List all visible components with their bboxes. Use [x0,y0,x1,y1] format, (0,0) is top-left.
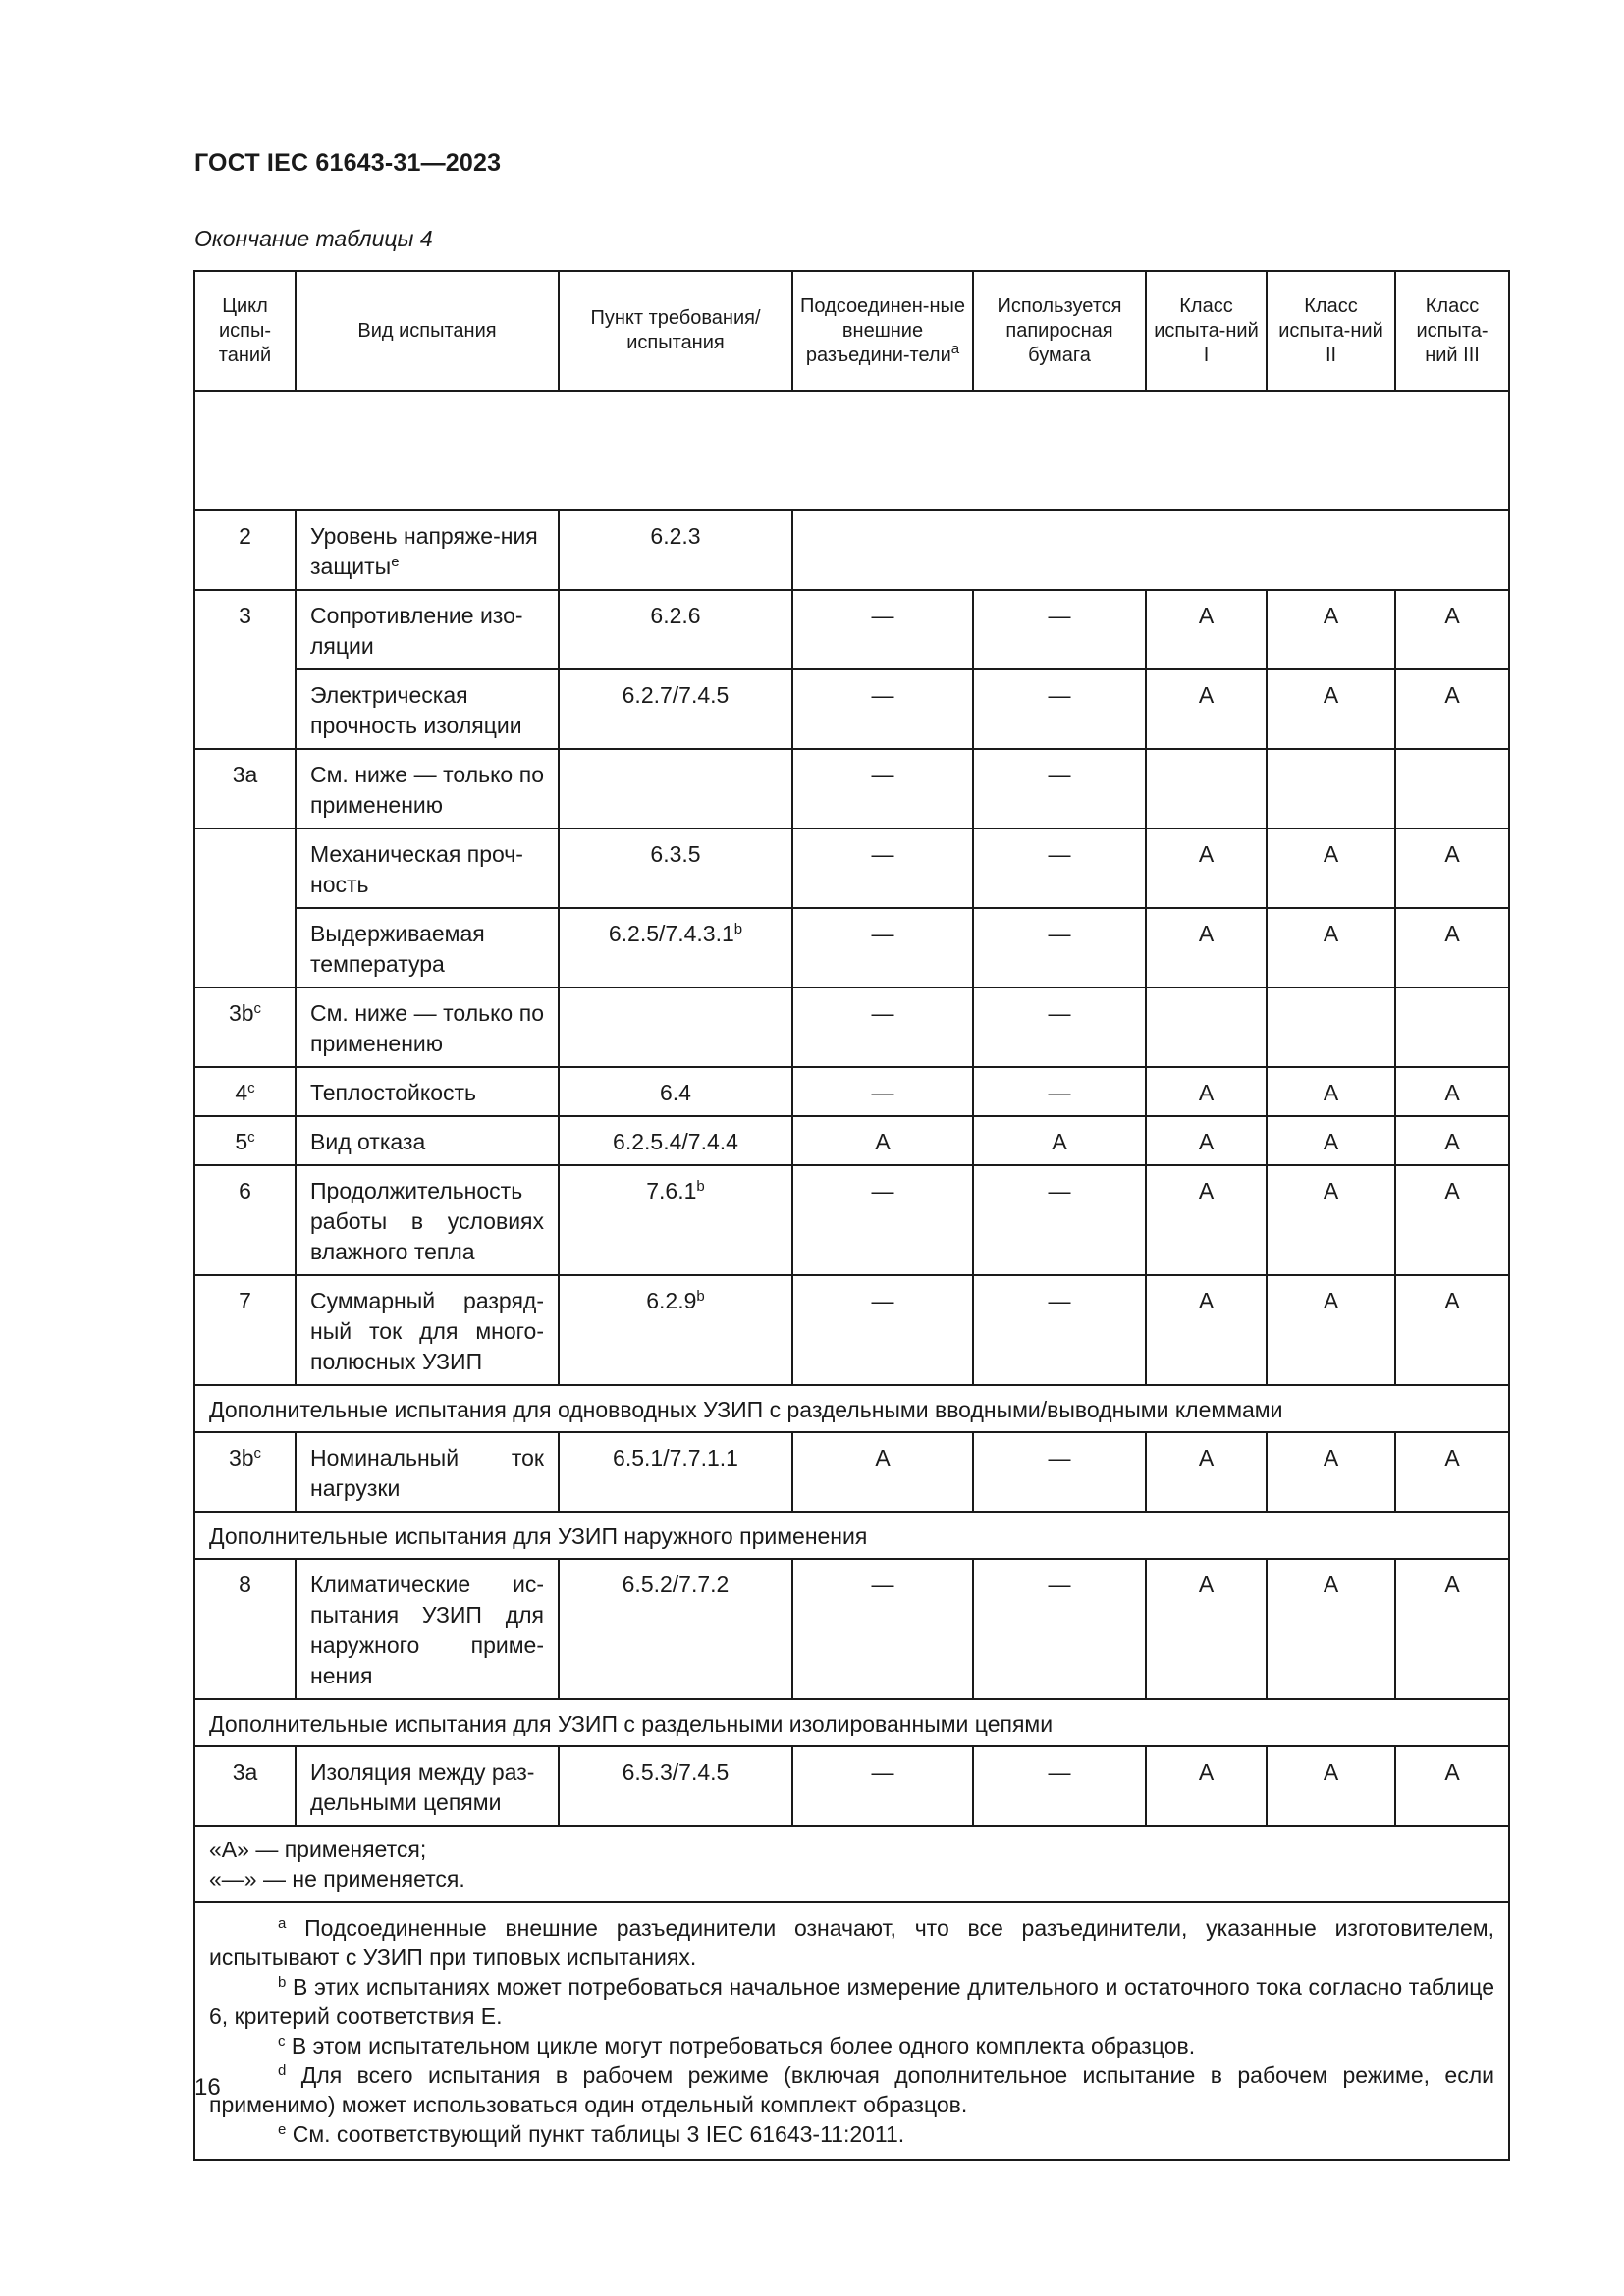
cell-class-1: A [1146,590,1267,669]
cell-disconnectors: — [792,590,973,669]
cell-test-name: Сопротивление изо-ляции [296,590,559,669]
cell-class-3: A [1395,1746,1509,1826]
cell-disconnectors: A [792,1116,973,1165]
cell-disconnectors: — [792,669,973,749]
cell-tissue-paper: — [973,1559,1146,1699]
cell-test-name: См. ниже — только по применению [296,988,559,1067]
cell-class-3: A [1395,1067,1509,1116]
legend-row [194,1826,1509,1902]
table-row [194,749,1509,828]
cell-test-name: Теплостойкость [296,1067,559,1116]
cell-clause: 6.2.6 [559,590,792,669]
cell-disconnectors: — [792,1275,973,1385]
table-row [194,828,1509,908]
header-class-3: Класс испыта-ний III [1395,271,1509,391]
cell-cycle: 8 [194,1559,296,1699]
cell-tissue-paper: — [973,828,1146,908]
cell-class-3: A [1395,1116,1509,1165]
header-class-2: Класс испыта-ний II [1267,271,1395,391]
document-title: ГОСТ IEC 61643-31—2023 [194,149,502,177]
cell-class-2: A [1267,1746,1395,1826]
header-test-type: Вид испытания [296,271,559,391]
section-row [194,1385,1509,1432]
cell-cycle: 4$^c$ [194,1067,296,1116]
cell-clause: 6.2.7/7.4.5 [559,669,792,749]
header-clause: Пункт требования/ испытания [559,271,792,391]
cell-test-name: Номинальный ток нагрузки [296,1432,559,1512]
table-row [194,1559,1509,1699]
legend-item: «—» — не применяется. [209,1866,465,1892]
cell-test-name: Суммарный разряд-ный ток для много-полюсных УЗИП [296,1275,559,1385]
cell-class-2: A [1267,908,1395,988]
cell-class-2 [1267,749,1395,828]
cell-class-1 [1146,988,1267,1067]
cell-class-2: A [1267,1559,1395,1699]
page-number: 16 [194,2074,221,2101]
cell-clause: 6.4 [559,1067,792,1116]
cell-class-2 [1267,988,1395,1067]
header-class-1: Класс испыта-ний I [1146,271,1267,391]
cell-test-name: Уровень напряже-ния защиты$^e$ [296,510,559,590]
cell-cycle: $3b^c$ [194,1432,296,1512]
cell-clause: 6.5.1/7.7.1.1 [559,1432,792,1512]
section-row [194,1512,1509,1559]
cell-class-1: A [1146,828,1267,908]
cell-clause: 6.3.5 [559,828,792,908]
cell-class-3 [1395,749,1509,828]
cell-class-3: A [1395,1165,1509,1275]
cell-class-3: A [1395,828,1509,908]
cell-disconnectors: — [792,988,973,1067]
cell-disconnectors: — [792,908,973,988]
cell-clause: 7.6.1$^b$ [559,1165,792,1275]
cell-class-1: A [1146,1432,1267,1512]
cell-tissue-paper: — [973,749,1146,828]
cell-cycle: 3a [194,749,296,828]
cell-cycle: 6 [194,1165,296,1275]
cell-test-name: См. ниже — только по применению [296,749,559,828]
table-row [194,1165,1509,1275]
cell-class-1: A [1146,1746,1267,1826]
cell-class-1: A [1146,908,1267,988]
cell-test-name: Продолжительность работы в условиях влажного тепла [296,1165,559,1275]
cell-class-3: A [1395,1432,1509,1512]
cell-class-2: A [1267,590,1395,669]
footnotes-row [194,1902,1509,2160]
cell-disconnectors: — [792,1067,973,1116]
cell-clause [559,749,792,828]
cell-class-3: A [1395,590,1509,669]
cell-tissue-paper: — [973,669,1146,749]
cell-test-name: Электрическая прочность изоляции [296,669,559,749]
table-row [194,669,1509,749]
footnote: $^d$ Для всего испытания в рабочем режиме (включая дополнительное испытание в рабочем режиме, если применимо) может использоваться один отдельный комплект образцов. [209,2062,1494,2117]
cell-clause: 6.2.5/7.4.3.1$^b$ [559,908,792,988]
legend [194,1826,1509,1902]
cell-class-3: A [1395,1559,1509,1699]
section-heading: Дополнительные испытания для одновводных УЗИП с раздельными вводными/выводными клеммами [194,1385,1509,1432]
cell-class-2: A [1267,1432,1395,1512]
footnote: $^a$ Подсоединенные внешние разъединители означают, что все разъединители, указанные изготовителем, испытывают с УЗИП при типовых испытаниях. [209,1915,1494,1970]
cell-clause: 6.2.3 [559,510,792,590]
cell-clause: 6.2.9$^b$ [559,1275,792,1385]
footnote: $^e$ См. соответствующий пункт таблицы 3 IEC 61643-11:2011. [278,2121,905,2147]
cell-tissue-paper: — [973,1165,1146,1275]
table-row [194,510,1509,590]
header-row [194,271,1509,391]
cell-cycle: 3 [194,590,296,749]
cell-test-name: Механическая проч-ность [296,828,559,908]
cell-test-name: Выдерживаемая температура [296,908,559,988]
table-row [194,908,1509,988]
cell-disconnectors: — [792,1165,973,1275]
cell-cycle [194,828,296,988]
footnotes [194,1902,1509,2160]
cell-cycle: 3a [194,1746,296,1826]
table-caption: Окончание таблицы 4 [194,226,433,251]
cell-class-2: A [1267,1275,1395,1385]
table-row [194,1746,1509,1826]
cell-class-2: A [1267,1067,1395,1116]
legend-item: «A» — применяется; [209,1837,427,1862]
section-row [194,1699,1509,1746]
cell-tissue-paper: — [973,590,1146,669]
cell-test-name: Климатические ис-пытания УЗИП для наружного приме-нения [296,1559,559,1699]
cell-class-1: A [1146,1275,1267,1385]
cell-tissue-paper: — [973,988,1146,1067]
table-row [194,1067,1509,1116]
section-heading: Дополнительные испытания для УЗИП наружного применения [194,1512,1509,1559]
cell-tissue-paper: A [973,1116,1146,1165]
cell-merged-empty [792,510,1509,590]
cell-class-2: A [1267,669,1395,749]
header-tissue-paper: Используется папиросная бумага [973,271,1146,391]
cell-cycle: 5$^c$ [194,1116,296,1165]
cell-clause: 6.5.2/7.7.2 [559,1559,792,1699]
table-row [194,590,1509,669]
cell-test-name: Изоляция между раз-дельными цепями [296,1746,559,1826]
cell-cycle: 2 [194,510,296,590]
cell-class-2: A [1267,1165,1395,1275]
cell-disconnectors: — [792,749,973,828]
footnote: $^b$ В этих испытаниях может потребоваться начальное измерение длительного и остаточного тока согласно таблице 6, критерий соответствия E. [209,1974,1494,2029]
cell-class-2: A [1267,828,1395,908]
section-heading: Дополнительные испытания для УЗИП с раздельными изолированными цепями [194,1699,1509,1746]
cell-class-1: A [1146,1559,1267,1699]
cell-class-1: A [1146,1165,1267,1275]
cell-class-1: A [1146,1067,1267,1116]
cell-tissue-paper: — [973,1432,1146,1512]
table-row [194,988,1509,1067]
cell-class-3 [1395,988,1509,1067]
cell-class-2: A [1267,1116,1395,1165]
table-row [194,1275,1509,1385]
header-cycle: Цикл испы-таний [194,271,296,391]
cell-tissue-paper: — [973,1275,1146,1385]
cell-clause: 6.5.3/7.4.5 [559,1746,792,1826]
test-table [193,270,1510,2161]
table-row [194,1116,1509,1165]
cell-class-3: A [1395,908,1509,988]
cell-tissue-paper: — [973,1067,1146,1116]
table-row [194,1432,1509,1512]
cell-disconnectors: A [792,1432,973,1512]
cell-class-3: A [1395,669,1509,749]
cell-disconnectors: — [792,1746,973,1826]
cell-tissue-paper: — [973,908,1146,988]
cell-cycle: $3b^c$ [194,988,296,1067]
cell-class-3: A [1395,1275,1509,1385]
cell-test-name: Вид отказа [296,1116,559,1165]
cell-class-1: A [1146,1116,1267,1165]
cell-disconnectors: — [792,828,973,908]
cell-clause [559,988,792,1067]
cell-disconnectors: — [792,1559,973,1699]
cell-clause: 6.2.5.4/7.4.4 [559,1116,792,1165]
cell-cycle: 7 [194,1275,296,1385]
cell-class-1: A [1146,669,1267,749]
footnote: $^c$ В этом испытательном цикле могут потребоваться более одного комплекта образцов. [278,2033,1196,2058]
header-disconnectors: Подсоединен-ные внешние разъедини-тели$^a$ [792,271,973,391]
cell-tissue-paper: — [973,1746,1146,1826]
cell-class-1 [1146,749,1267,828]
